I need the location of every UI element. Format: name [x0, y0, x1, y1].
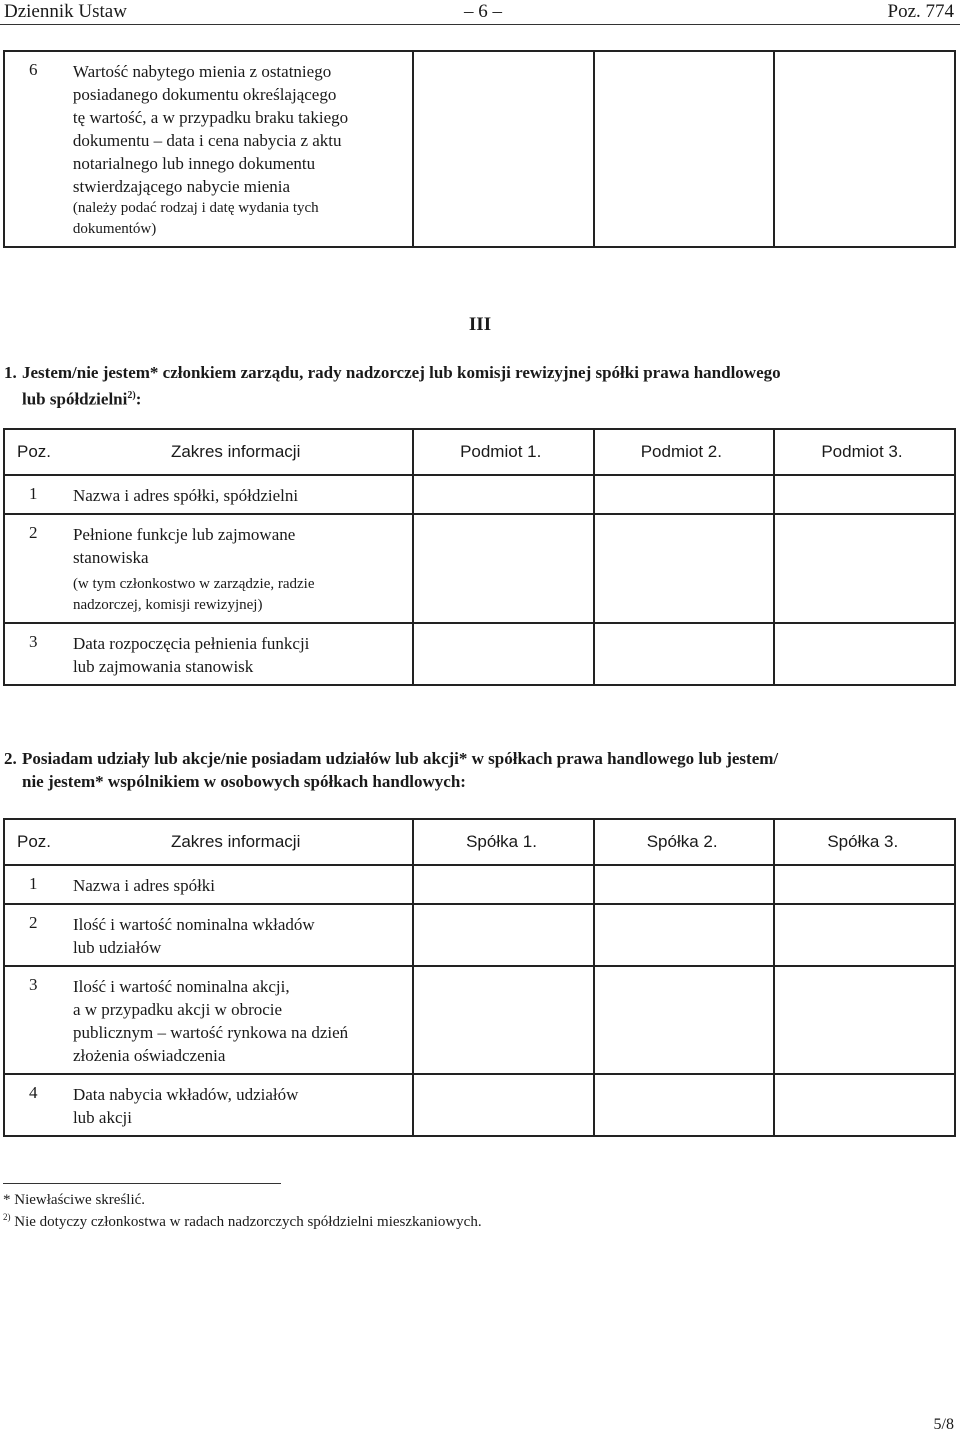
desc-line: notarialnego lub innego dokumentu: [72, 154, 316, 173]
entry-cell-2[interactable]: [594, 966, 775, 1074]
question-text: Jestem/nie jestem* członkiem zarządu, rady nadzorczej lub komisji rewizyjnej spółki prawa handlowego: [22, 363, 781, 382]
desc-line: Data rozpoczęcia pełnienia funkcji: [72, 634, 310, 653]
row-number: 2: [4, 904, 63, 966]
entry-cell-1[interactable]: [413, 51, 594, 247]
entry-cell-1[interactable]: [413, 623, 594, 685]
entry-cell-2[interactable]: [594, 865, 775, 904]
table-row: [4, 865, 955, 904]
entry-cell-1[interactable]: [413, 514, 594, 623]
desc-line: Wartość nabytego mienia z ostatniego: [72, 62, 332, 81]
col-header-entity-3: Podmiot 3.: [774, 429, 955, 475]
entry-cell-3[interactable]: [774, 1074, 955, 1136]
entry-cell-3[interactable]: [774, 514, 955, 623]
board-membership-table: [3, 428, 956, 686]
entry-cell-2[interactable]: [594, 904, 775, 966]
col-header-poz: Poz.: [4, 819, 63, 865]
col-header-zakres: Zakres informacji: [63, 429, 413, 475]
desc-line: złożenia oświadczenia: [72, 1046, 226, 1065]
desc-note: (należy podać rodzaj i datę wydania tych: [72, 200, 319, 216]
row-description: [63, 1074, 413, 1136]
footnote-2: [3, 1212, 482, 1231]
desc-line: publicznym – wartość rynkowa na dzień: [72, 1023, 349, 1042]
entry-cell-1[interactable]: [413, 1074, 594, 1136]
col-header-entity-1: Podmiot 1.: [413, 429, 594, 475]
footnote-text: Nie dotyczy członkostwa w radach nadzorczych spółdzielni mieszkaniowych.: [10, 1214, 482, 1230]
table-row: [4, 475, 955, 514]
desc-line: posiadanego dokumentu określającego: [72, 85, 337, 104]
position-number: Poz. 774: [887, 1, 954, 22]
page-header: [0, 0, 960, 26]
question-1: [4, 361, 952, 411]
col-header-poz: Poz.: [4, 429, 63, 475]
entry-cell-1[interactable]: [413, 865, 594, 904]
desc-line: dokumentu – data i cena nabycia z aktu: [72, 131, 342, 150]
table-row: [4, 514, 955, 623]
table-header-row: [4, 429, 955, 475]
journal-title: Dziennik Ustaw: [4, 1, 127, 22]
desc-line: stwierdzającego nabycie mienia: [72, 177, 291, 196]
row-description: [63, 865, 413, 904]
entry-cell-2[interactable]: [594, 1074, 775, 1136]
row-number: 6: [4, 51, 63, 247]
desc-line: lub zajmowania stanowisk: [72, 657, 254, 676]
row-number: 3: [4, 623, 63, 685]
entry-cell-3[interactable]: [774, 51, 955, 247]
desc-line: lub udziałów: [72, 938, 162, 957]
table-row: [4, 623, 955, 685]
desc-line: Nazwa i adres spółki, spółdzielni: [72, 486, 299, 505]
entry-cell-3[interactable]: [774, 475, 955, 514]
row-number: 1: [4, 475, 63, 514]
question-text: Posiadam udziały lub akcje/nie posiadam udziałów lub akcji* w spółkach prawa handlowego lub jestem/: [22, 749, 779, 768]
row-description: [63, 623, 413, 685]
footnote-ref: 2): [127, 390, 136, 401]
desc-note: nadzorczej, komisji rewizyjnej): [72, 597, 263, 613]
page-number: 5/8: [933, 1416, 954, 1433]
row-description: [63, 966, 413, 1074]
col-header-company-1: Spółka 1.: [413, 819, 594, 865]
entry-cell-3[interactable]: [774, 865, 955, 904]
col-header-zakres: Zakres informacji: [63, 819, 413, 865]
page-indicator: – 6 –: [464, 1, 502, 22]
row-description: [63, 514, 413, 623]
row-description: [63, 475, 413, 514]
desc-note: dokumentów): [72, 221, 157, 237]
desc-line: Nazwa i adres spółki: [72, 876, 216, 895]
entry-cell-2[interactable]: [594, 475, 775, 514]
desc-line: Pełnione funkcje lub zajmowane: [72, 525, 296, 544]
row-description: [63, 904, 413, 966]
question-text-cont: nie jestem* wspólnikiem w osobowych spółkach handlowych:: [22, 772, 466, 791]
question-number: 2.: [4, 749, 17, 768]
entry-cell-3[interactable]: [774, 904, 955, 966]
col-header-company-2: Spółka 2.: [594, 819, 775, 865]
desc-line: lub akcji: [72, 1108, 132, 1127]
assets-table-continuation: [3, 50, 956, 248]
question-number: 1.: [4, 363, 17, 382]
question-2: [4, 747, 952, 793]
entry-cell-1[interactable]: [413, 966, 594, 1074]
desc-line: a w przypadku akcji w obrocie: [72, 1000, 283, 1019]
question-text-cont: lub spółdzielni: [22, 389, 128, 409]
section-title: III: [468, 314, 492, 335]
entry-cell-3[interactable]: [774, 623, 955, 685]
row-number: 1: [4, 865, 63, 904]
table-row: [4, 1074, 955, 1136]
entry-cell-2[interactable]: [594, 514, 775, 623]
footnote-marker: 2): [3, 1212, 11, 1222]
entry-cell-1[interactable]: [413, 475, 594, 514]
col-header-company-3: Spółka 3.: [774, 819, 955, 865]
question-colon: :: [135, 389, 142, 409]
table-row: [4, 51, 955, 247]
desc-line: stanowiska: [72, 548, 149, 567]
desc-line: Data nabycia wkładów, udziałów: [72, 1085, 299, 1104]
entry-cell-2[interactable]: [594, 51, 775, 247]
header-rule: [0, 24, 960, 25]
desc-line: tę wartość, a w przypadku braku takiego: [72, 108, 349, 127]
table-row: [4, 904, 955, 966]
row-number: 3: [4, 966, 63, 1074]
footnote-1: * Niewłaściwe skreślić.: [3, 1192, 146, 1208]
entry-cell-1[interactable]: [413, 904, 594, 966]
row-number: 2: [4, 514, 63, 623]
desc-line: Ilość i wartość nominalna akcji,: [72, 977, 290, 996]
col-header-entity-2: Podmiot 2.: [594, 429, 775, 475]
footnote-rule: [3, 1183, 281, 1184]
desc-line: Ilość i wartość nominalna wkładów: [72, 915, 315, 934]
row-description: [63, 51, 413, 247]
entry-cell-2[interactable]: [594, 623, 775, 685]
entry-cell-3[interactable]: [774, 966, 955, 1074]
row-number: 4: [4, 1074, 63, 1136]
table-row: [4, 966, 955, 1074]
shares-table: [3, 818, 956, 1137]
table-header-row: [4, 819, 955, 865]
desc-note: (w tym członkostwo w zarządzie, radzie: [72, 576, 315, 592]
